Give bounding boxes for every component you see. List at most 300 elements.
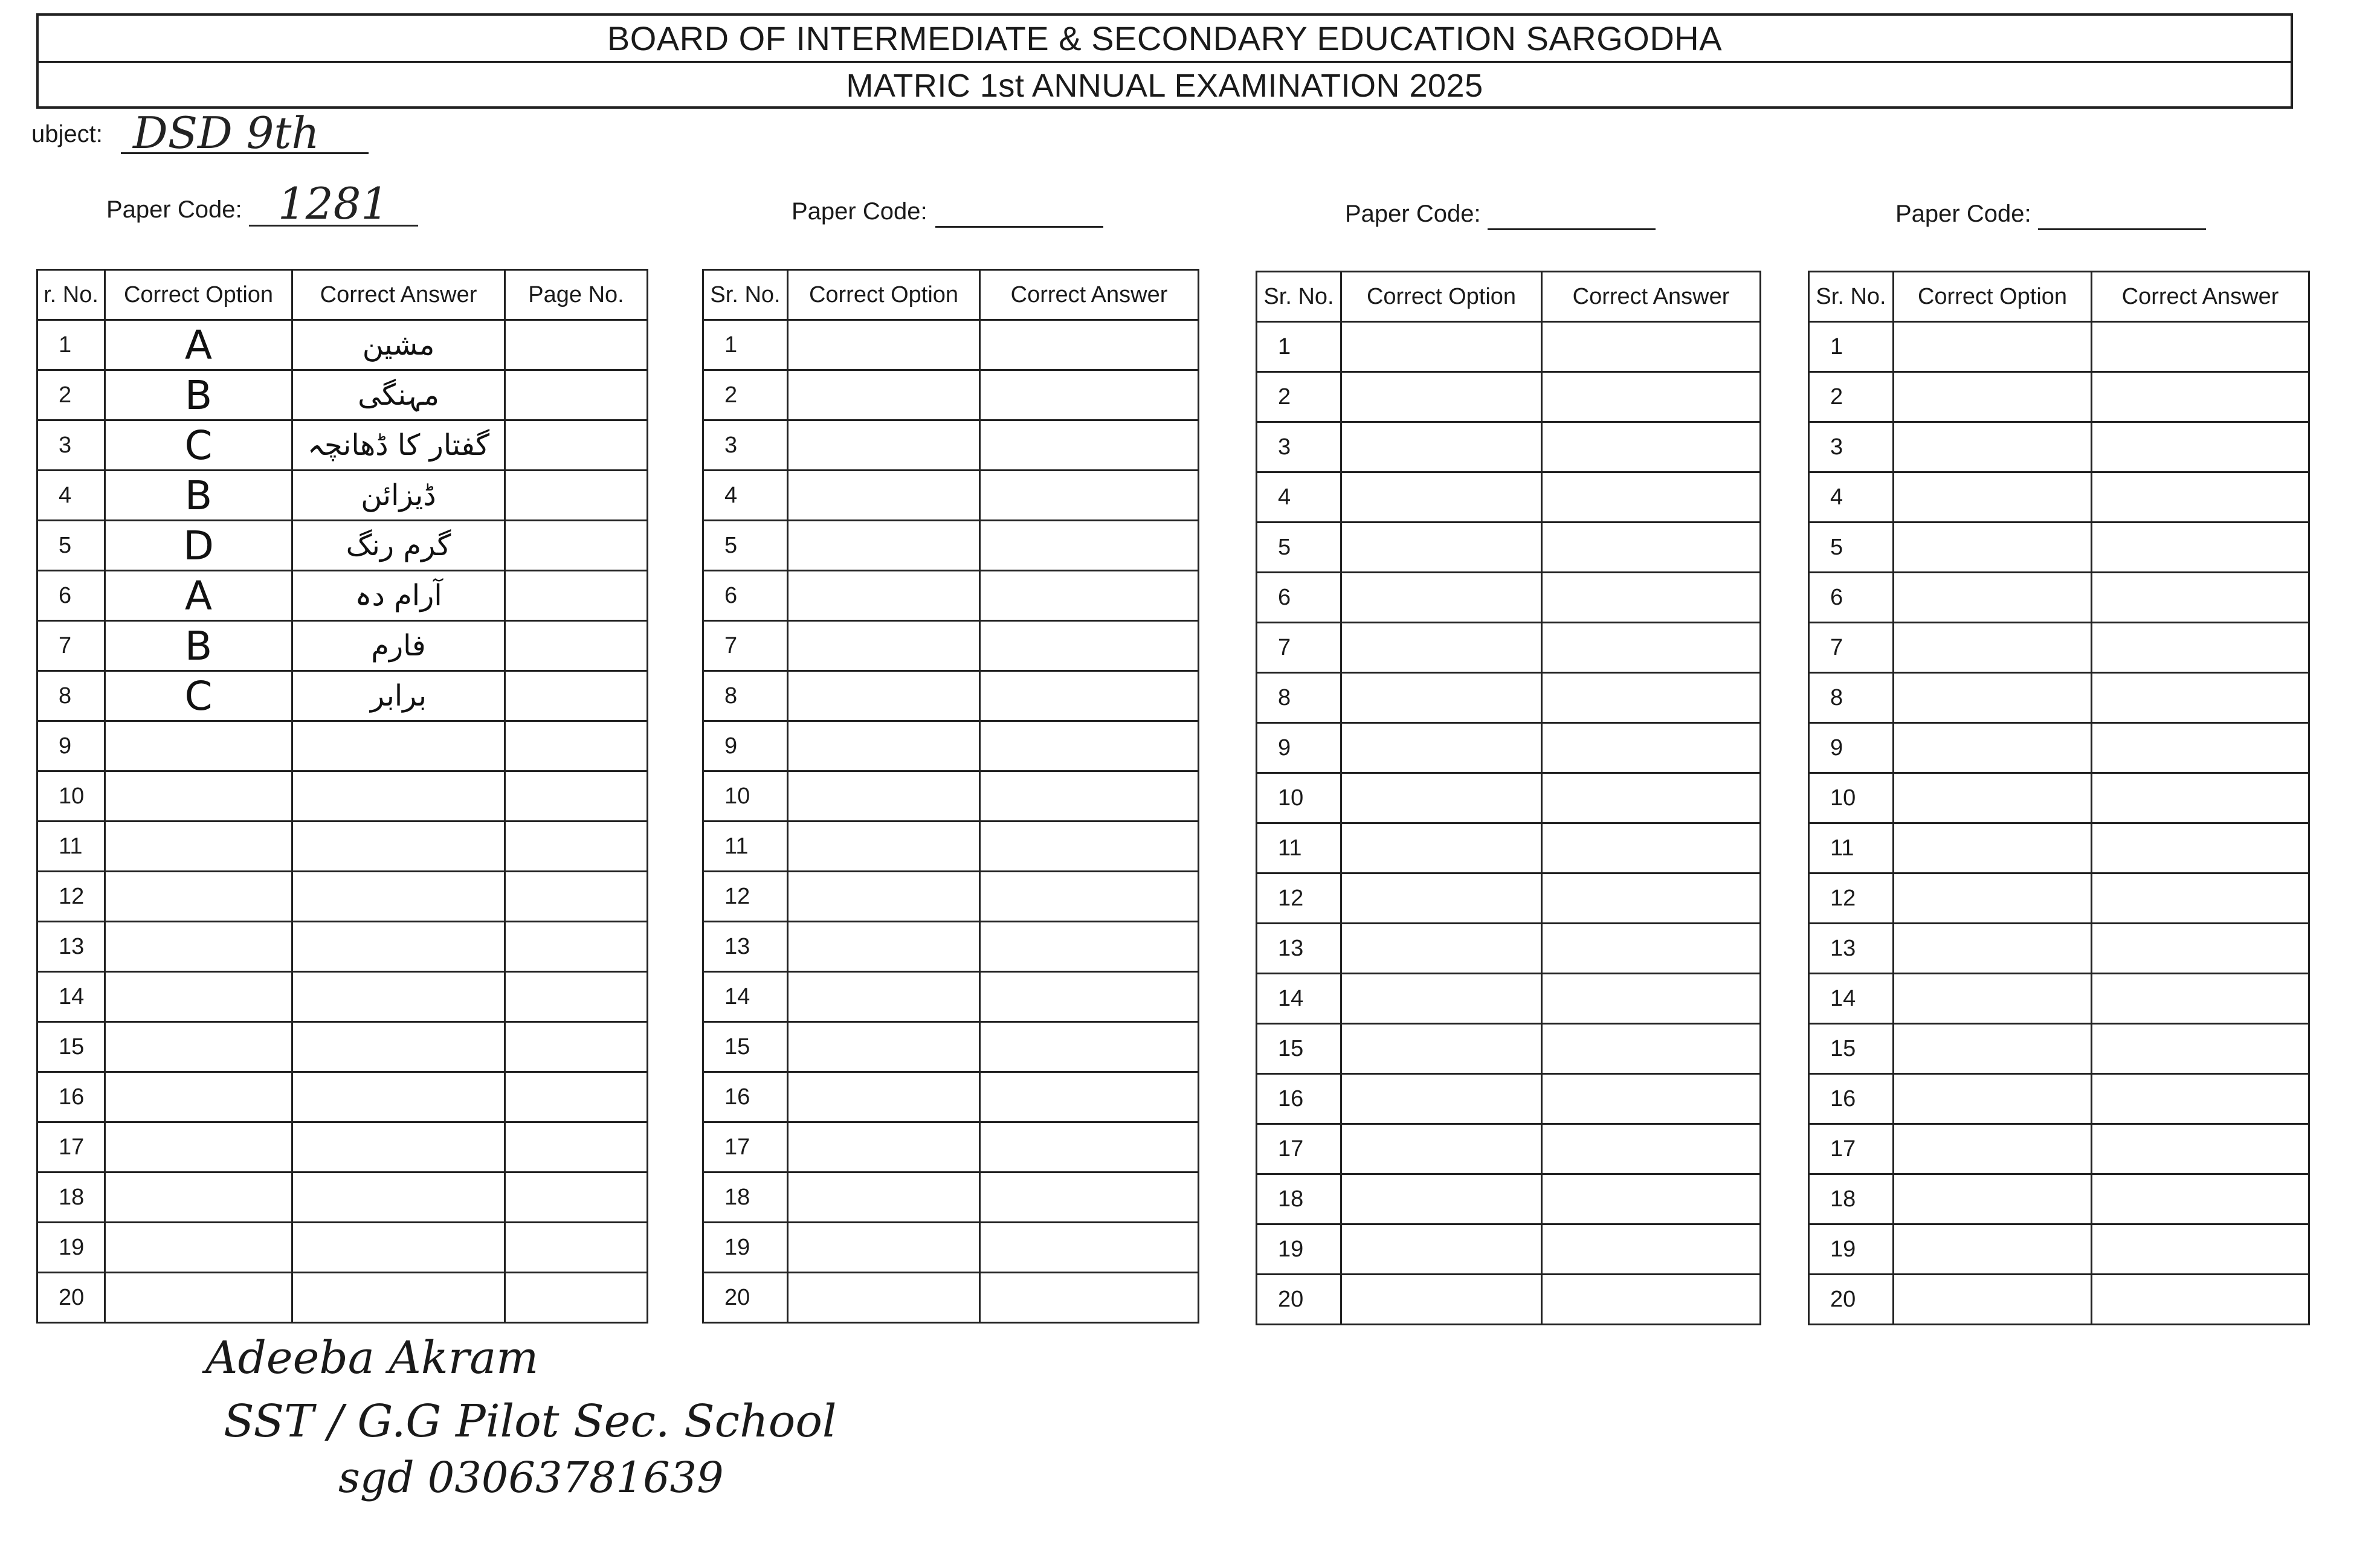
correct-option-cell bbox=[1341, 974, 1542, 1024]
table-row bbox=[703, 471, 1199, 521]
correct-answer-cell: گرم رنگ bbox=[292, 521, 505, 571]
answer-table-3 bbox=[1256, 271, 1761, 1325]
sr-no-cell: 3 bbox=[703, 420, 788, 471]
sr-no-cell: 20 bbox=[37, 1273, 105, 1323]
sr-no-cell: 13 bbox=[703, 922, 788, 972]
correct-answer-cell bbox=[2092, 823, 2309, 873]
table-row bbox=[37, 972, 648, 1022]
sr-no-cell: 10 bbox=[1257, 773, 1341, 823]
correct-option-cell bbox=[788, 1172, 980, 1223]
correct-option-cell bbox=[1341, 1024, 1542, 1074]
sr-no-cell: 2 bbox=[1809, 372, 1894, 422]
correct-option-cell bbox=[1341, 472, 1542, 523]
correct-answer-cell bbox=[1542, 873, 1761, 924]
correct-answer-cell bbox=[292, 872, 505, 922]
table-row bbox=[1809, 974, 2309, 1024]
correct-answer-cell bbox=[292, 1122, 505, 1172]
paper-code-value-1: 1281 bbox=[278, 178, 389, 229]
page-no-cell bbox=[505, 521, 648, 571]
correct-option-cell bbox=[1341, 924, 1542, 974]
sr-no-cell: 14 bbox=[703, 972, 788, 1022]
correct-answer-cell bbox=[2092, 573, 2309, 623]
correct-answer-cell bbox=[980, 370, 1199, 420]
sr-no-cell: 14 bbox=[1809, 974, 1894, 1024]
correct-option-cell bbox=[1894, 1024, 2092, 1074]
table-row bbox=[703, 571, 1199, 621]
correct-option-cell bbox=[788, 771, 980, 822]
correct-answer-cell bbox=[980, 1223, 1199, 1273]
correct-answer-cell bbox=[980, 471, 1199, 521]
correct-answer-cell bbox=[2092, 322, 2309, 372]
sr-no-cell: 5 bbox=[703, 521, 788, 571]
sr-no-cell: 10 bbox=[1809, 773, 1894, 823]
sr-no-cell: 4 bbox=[37, 471, 105, 521]
correct-answer-cell bbox=[980, 1273, 1199, 1323]
col-correct-option: Correct Option bbox=[788, 270, 980, 320]
table-row bbox=[1809, 523, 2309, 573]
col-correct-option: Correct Option bbox=[1341, 272, 1542, 322]
correct-option-cell bbox=[105, 1122, 292, 1172]
sr-no-cell: 3 bbox=[37, 420, 105, 471]
correct-answer-cell bbox=[2092, 472, 2309, 523]
correct-answer-cell bbox=[2092, 1174, 2309, 1224]
table-2-header-row bbox=[703, 270, 1199, 320]
correct-answer-cell bbox=[980, 922, 1199, 972]
table-row bbox=[1809, 1275, 2309, 1325]
correct-option-cell bbox=[105, 972, 292, 1022]
correct-option-cell bbox=[1341, 623, 1542, 673]
correct-option-cell bbox=[1894, 472, 2092, 523]
sr-no-cell: 19 bbox=[37, 1223, 105, 1273]
table-row bbox=[37, 621, 648, 671]
page-no-cell bbox=[505, 1172, 648, 1223]
correct-option-cell bbox=[788, 872, 980, 922]
col-sr-no: r. No. bbox=[37, 270, 105, 320]
correct-option-cell bbox=[1894, 823, 2092, 873]
sr-no-cell: 13 bbox=[37, 922, 105, 972]
correct-answer-cell bbox=[980, 420, 1199, 471]
correct-option-cell: B bbox=[105, 370, 292, 420]
correct-option-cell: B bbox=[105, 471, 292, 521]
sr-no-cell: 11 bbox=[1257, 823, 1341, 873]
page-no-cell bbox=[505, 721, 648, 771]
correct-option-cell bbox=[105, 1223, 292, 1273]
correct-answer-cell bbox=[980, 1172, 1199, 1223]
correct-answer-cell bbox=[292, 922, 505, 972]
sr-no-cell: 15 bbox=[703, 1022, 788, 1072]
sr-no-cell: 9 bbox=[1257, 723, 1341, 773]
table-row bbox=[1809, 372, 2309, 422]
page-no-cell bbox=[505, 1223, 648, 1273]
table-row bbox=[1257, 573, 1761, 623]
sr-no-cell: 8 bbox=[1809, 673, 1894, 723]
correct-option-cell bbox=[1894, 1174, 2092, 1224]
correct-option-cell bbox=[1341, 523, 1542, 573]
correct-answer-cell bbox=[2092, 623, 2309, 673]
table-row bbox=[1257, 823, 1761, 873]
sr-no-cell: 7 bbox=[703, 621, 788, 671]
table-row bbox=[703, 671, 1199, 721]
correct-option-cell bbox=[105, 922, 292, 972]
sr-no-cell: 15 bbox=[1257, 1024, 1341, 1074]
col-sr-no: Sr. No. bbox=[1809, 272, 1894, 322]
sr-no-cell: 16 bbox=[1257, 1074, 1341, 1124]
table-row bbox=[1809, 823, 2309, 873]
table-row bbox=[1257, 1124, 1761, 1174]
correct-answer-cell bbox=[1542, 372, 1761, 422]
sr-no-cell: 19 bbox=[1257, 1224, 1341, 1275]
col-correct-answer: Correct Answer bbox=[292, 270, 505, 320]
correct-option-cell bbox=[1894, 372, 2092, 422]
sr-no-cell: 9 bbox=[37, 721, 105, 771]
correct-answer-cell bbox=[980, 771, 1199, 822]
table-row bbox=[37, 671, 648, 721]
page-no-cell bbox=[505, 872, 648, 922]
correct-option-cell: A bbox=[105, 320, 292, 370]
correct-option-cell bbox=[1341, 1275, 1542, 1325]
table-row bbox=[37, 872, 648, 922]
sr-no-cell: 1 bbox=[37, 320, 105, 370]
correct-answer-cell bbox=[292, 771, 505, 822]
table-row bbox=[37, 1172, 648, 1223]
table-row bbox=[1257, 1224, 1761, 1275]
table-row bbox=[703, 1172, 1199, 1223]
sr-no-cell: 11 bbox=[1809, 823, 1894, 873]
page-no-cell bbox=[505, 320, 648, 370]
correct-answer-cell bbox=[980, 822, 1199, 872]
correct-option-cell bbox=[788, 1022, 980, 1072]
correct-answer-cell bbox=[1542, 823, 1761, 873]
correct-option-cell bbox=[1341, 773, 1542, 823]
sr-no-cell: 10 bbox=[37, 771, 105, 822]
correct-answer-cell bbox=[1542, 924, 1761, 974]
sr-no-cell: 17 bbox=[703, 1122, 788, 1172]
correct-option-cell bbox=[105, 1072, 292, 1122]
table-row bbox=[1257, 1275, 1761, 1325]
sr-no-cell: 12 bbox=[1257, 873, 1341, 924]
correct-option-cell bbox=[788, 420, 980, 471]
sr-no-cell: 7 bbox=[1809, 623, 1894, 673]
correct-answer-cell: گفتار کا ڈھانچہ bbox=[292, 420, 505, 471]
page-no-cell bbox=[505, 1122, 648, 1172]
table-row bbox=[703, 521, 1199, 571]
correct-answer-cell bbox=[2092, 673, 2309, 723]
table-row bbox=[1257, 372, 1761, 422]
page-no-cell bbox=[505, 972, 648, 1022]
correct-option-cell bbox=[788, 621, 980, 671]
table-row bbox=[1257, 623, 1761, 673]
sr-no-cell: 3 bbox=[1257, 422, 1341, 472]
correct-option-cell bbox=[1894, 873, 2092, 924]
table-row bbox=[1809, 472, 2309, 523]
correct-option-cell bbox=[1894, 322, 2092, 372]
correct-answer-cell bbox=[980, 320, 1199, 370]
correct-option-cell bbox=[788, 1072, 980, 1122]
correct-answer-cell bbox=[980, 1022, 1199, 1072]
correct-answer-cell bbox=[1542, 974, 1761, 1024]
sr-no-cell: 19 bbox=[1809, 1224, 1894, 1275]
correct-option-cell bbox=[105, 1172, 292, 1223]
table-row bbox=[37, 571, 648, 621]
table-row bbox=[1809, 1074, 2309, 1124]
table-row bbox=[1257, 924, 1761, 974]
correct-answer-cell: آرام دہ bbox=[292, 571, 505, 621]
correct-answer-cell bbox=[292, 1223, 505, 1273]
table-row bbox=[1257, 974, 1761, 1024]
correct-option-cell bbox=[1894, 723, 2092, 773]
correct-answer-cell: برابر bbox=[292, 671, 505, 721]
correct-option-cell: B bbox=[105, 621, 292, 671]
sr-no-cell: 10 bbox=[703, 771, 788, 822]
correct-answer-cell bbox=[980, 1072, 1199, 1122]
table-row bbox=[37, 1072, 648, 1122]
correct-answer-cell bbox=[1542, 1124, 1761, 1174]
correct-answer-cell bbox=[1542, 1074, 1761, 1124]
col-correct-answer: Correct Answer bbox=[2092, 272, 2309, 322]
sr-no-cell: 17 bbox=[1809, 1124, 1894, 1174]
table-row bbox=[37, 1022, 648, 1072]
correct-answer-cell bbox=[980, 872, 1199, 922]
table-row bbox=[1257, 773, 1761, 823]
table-row bbox=[703, 320, 1199, 370]
correct-answer-cell bbox=[2092, 1275, 2309, 1325]
correct-option-cell bbox=[788, 1122, 980, 1172]
sr-no-cell: 2 bbox=[1257, 372, 1341, 422]
sr-no-cell: 6 bbox=[703, 571, 788, 621]
page-no-cell bbox=[505, 621, 648, 671]
correct-answer-cell bbox=[2092, 1074, 2309, 1124]
sr-no-cell: 14 bbox=[37, 972, 105, 1022]
correct-option-cell bbox=[1341, 573, 1542, 623]
table-row bbox=[37, 420, 648, 471]
table-row bbox=[703, 1122, 1199, 1172]
correct-option-cell bbox=[1341, 673, 1542, 723]
correct-answer-cell bbox=[2092, 1224, 2309, 1275]
sr-no-cell: 20 bbox=[703, 1273, 788, 1323]
correct-option-cell: C bbox=[105, 420, 292, 471]
sr-no-cell: 16 bbox=[1809, 1074, 1894, 1124]
sr-no-cell: 8 bbox=[703, 671, 788, 721]
table-row bbox=[37, 1223, 648, 1273]
table-row bbox=[1809, 773, 2309, 823]
correct-answer-cell bbox=[292, 972, 505, 1022]
correct-option-cell bbox=[1894, 924, 2092, 974]
correct-answer-cell bbox=[292, 1273, 505, 1323]
sr-no-cell: 13 bbox=[1809, 924, 1894, 974]
sr-no-cell: 6 bbox=[37, 571, 105, 621]
table-row bbox=[1257, 472, 1761, 523]
correct-option-cell bbox=[1894, 523, 2092, 573]
board-title: BOARD OF INTERMEDIATE & SECONDARY EDUCATION SARGODHA bbox=[39, 16, 2291, 63]
sr-no-cell: 5 bbox=[1257, 523, 1341, 573]
sr-no-cell: 11 bbox=[37, 822, 105, 872]
table-row bbox=[1809, 924, 2309, 974]
correct-answer-cell bbox=[1542, 623, 1761, 673]
col-correct-option: Correct Option bbox=[105, 270, 292, 320]
sr-no-cell: 18 bbox=[37, 1172, 105, 1223]
correct-option-cell bbox=[1341, 1124, 1542, 1174]
sr-no-cell: 7 bbox=[1257, 623, 1341, 673]
sr-no-cell: 7 bbox=[37, 621, 105, 671]
correct-option-cell bbox=[1341, 422, 1542, 472]
correct-answer-cell bbox=[2092, 723, 2309, 773]
sr-no-cell: 18 bbox=[703, 1172, 788, 1223]
sr-no-cell: 12 bbox=[37, 872, 105, 922]
table-row bbox=[37, 822, 648, 872]
correct-answer-cell bbox=[2092, 773, 2309, 823]
correct-answer-cell bbox=[980, 521, 1199, 571]
sr-no-cell: 12 bbox=[1809, 873, 1894, 924]
sr-no-cell: 12 bbox=[703, 872, 788, 922]
correct-answer-cell bbox=[2092, 523, 2309, 573]
table-row bbox=[703, 621, 1199, 671]
correct-option-cell bbox=[788, 1223, 980, 1273]
col-page-no: Page No. bbox=[505, 270, 648, 320]
sr-no-cell: 16 bbox=[37, 1072, 105, 1122]
page-no-cell bbox=[505, 771, 648, 822]
correct-answer-cell bbox=[1542, 1174, 1761, 1224]
sr-no-cell: 18 bbox=[1809, 1174, 1894, 1224]
correct-option-cell bbox=[1894, 573, 2092, 623]
table-row bbox=[703, 1223, 1199, 1273]
sr-no-cell: 5 bbox=[1809, 523, 1894, 573]
correct-answer-cell bbox=[2092, 422, 2309, 472]
paper-code-label-1: Paper Code: bbox=[106, 196, 242, 223]
page-no-cell bbox=[505, 922, 648, 972]
table-row bbox=[1257, 1074, 1761, 1124]
sr-no-cell: 8 bbox=[1257, 673, 1341, 723]
page-no-cell bbox=[505, 1273, 648, 1323]
correct-option-cell bbox=[788, 721, 980, 771]
sr-no-cell: 9 bbox=[1809, 723, 1894, 773]
correct-option-cell bbox=[105, 721, 292, 771]
correct-answer-cell bbox=[1542, 1275, 1761, 1325]
sr-no-cell: 9 bbox=[703, 721, 788, 771]
col-correct-option: Correct Option bbox=[1894, 272, 2092, 322]
paper-code-label-2: Paper Code: bbox=[792, 198, 927, 225]
correct-answer-cell bbox=[980, 972, 1199, 1022]
sr-no-cell: 16 bbox=[703, 1072, 788, 1122]
paper-code-label-3: Paper Code: bbox=[1345, 201, 1481, 227]
correct-answer-cell bbox=[2092, 924, 2309, 974]
paper-code-label-4: Paper Code: bbox=[1895, 201, 2031, 227]
correct-option-cell bbox=[788, 370, 980, 420]
sr-no-cell: 17 bbox=[1257, 1124, 1341, 1174]
correct-answer-cell bbox=[292, 1072, 505, 1122]
correct-answer-cell bbox=[1542, 723, 1761, 773]
table-4-header-row bbox=[1809, 272, 2309, 322]
correct-option-cell: C bbox=[105, 671, 292, 721]
correct-option-cell: D bbox=[105, 521, 292, 571]
sr-no-cell: 15 bbox=[1809, 1024, 1894, 1074]
correct-option-cell bbox=[105, 1273, 292, 1323]
correct-answer-cell: مہنگی bbox=[292, 370, 505, 420]
col-sr-no: Sr. No. bbox=[1257, 272, 1341, 322]
correct-option-cell bbox=[1894, 1074, 2092, 1124]
table-3-header-row bbox=[1257, 272, 1761, 322]
answer-table-1 bbox=[36, 269, 648, 1324]
correct-answer-cell bbox=[2092, 372, 2309, 422]
table-row bbox=[703, 1022, 1199, 1072]
correct-answer-cell bbox=[1542, 573, 1761, 623]
table-row bbox=[1809, 422, 2309, 472]
page-no-cell bbox=[505, 370, 648, 420]
table-row bbox=[37, 521, 648, 571]
correct-answer-cell bbox=[980, 721, 1199, 771]
table-row bbox=[1257, 422, 1761, 472]
sr-no-cell: 18 bbox=[1257, 1174, 1341, 1224]
table-row bbox=[1809, 1174, 2309, 1224]
correct-answer-cell bbox=[1542, 773, 1761, 823]
correct-option-cell bbox=[1894, 1124, 2092, 1174]
signature-name: Adeeba Akram bbox=[205, 1332, 539, 1384]
sr-no-cell: 20 bbox=[1809, 1275, 1894, 1325]
correct-option-cell bbox=[1341, 1174, 1542, 1224]
correct-answer-cell: فارم bbox=[292, 621, 505, 671]
sr-no-cell: 19 bbox=[703, 1223, 788, 1273]
sr-no-cell: 4 bbox=[703, 471, 788, 521]
sr-no-cell: 11 bbox=[703, 822, 788, 872]
correct-answer-cell bbox=[2092, 1024, 2309, 1074]
table-row bbox=[703, 1072, 1199, 1122]
correct-option-cell bbox=[788, 1273, 980, 1323]
col-sr-no: Sr. No. bbox=[703, 270, 788, 320]
correct-option-cell bbox=[1341, 873, 1542, 924]
table-row bbox=[37, 320, 648, 370]
sr-no-cell: 4 bbox=[1257, 472, 1341, 523]
correct-option-cell bbox=[105, 1022, 292, 1072]
correct-option-cell bbox=[1894, 673, 2092, 723]
table-row bbox=[703, 922, 1199, 972]
sr-no-cell: 20 bbox=[1257, 1275, 1341, 1325]
correct-answer-cell: ڈیزائن bbox=[292, 471, 505, 521]
table-row bbox=[1257, 873, 1761, 924]
table-row bbox=[1257, 673, 1761, 723]
table-row bbox=[37, 1273, 648, 1323]
sr-no-cell: 6 bbox=[1257, 573, 1341, 623]
table-row bbox=[1809, 623, 2309, 673]
correct-option-cell bbox=[1341, 723, 1542, 773]
sr-no-cell: 15 bbox=[37, 1022, 105, 1072]
table-row bbox=[1809, 1024, 2309, 1074]
correct-option-cell bbox=[788, 822, 980, 872]
col-correct-answer: Correct Answer bbox=[980, 270, 1199, 320]
sr-no-cell: 14 bbox=[1257, 974, 1341, 1024]
table-row bbox=[37, 1122, 648, 1172]
correct-answer-cell bbox=[292, 1022, 505, 1072]
page-no-cell bbox=[505, 471, 648, 521]
table-row bbox=[703, 822, 1199, 872]
table-row bbox=[1257, 523, 1761, 573]
correct-answer-cell bbox=[292, 1172, 505, 1223]
correct-option-cell bbox=[105, 872, 292, 922]
table-row bbox=[1257, 1024, 1761, 1074]
correct-option-cell bbox=[1894, 773, 2092, 823]
correct-option-cell bbox=[1894, 623, 2092, 673]
table-row bbox=[703, 721, 1199, 771]
table-row bbox=[703, 972, 1199, 1022]
correct-answer-cell bbox=[1542, 472, 1761, 523]
page-no-cell bbox=[505, 822, 648, 872]
paper-code-line-4 bbox=[2038, 228, 2206, 230]
table-row bbox=[1809, 673, 2309, 723]
table-row bbox=[1809, 1224, 2309, 1275]
subject-value: DSD 9th bbox=[133, 108, 320, 158]
correct-answer-cell bbox=[980, 621, 1199, 671]
correct-option-cell bbox=[788, 471, 980, 521]
correct-option-cell bbox=[788, 571, 980, 621]
table-1-header-row bbox=[37, 270, 648, 320]
